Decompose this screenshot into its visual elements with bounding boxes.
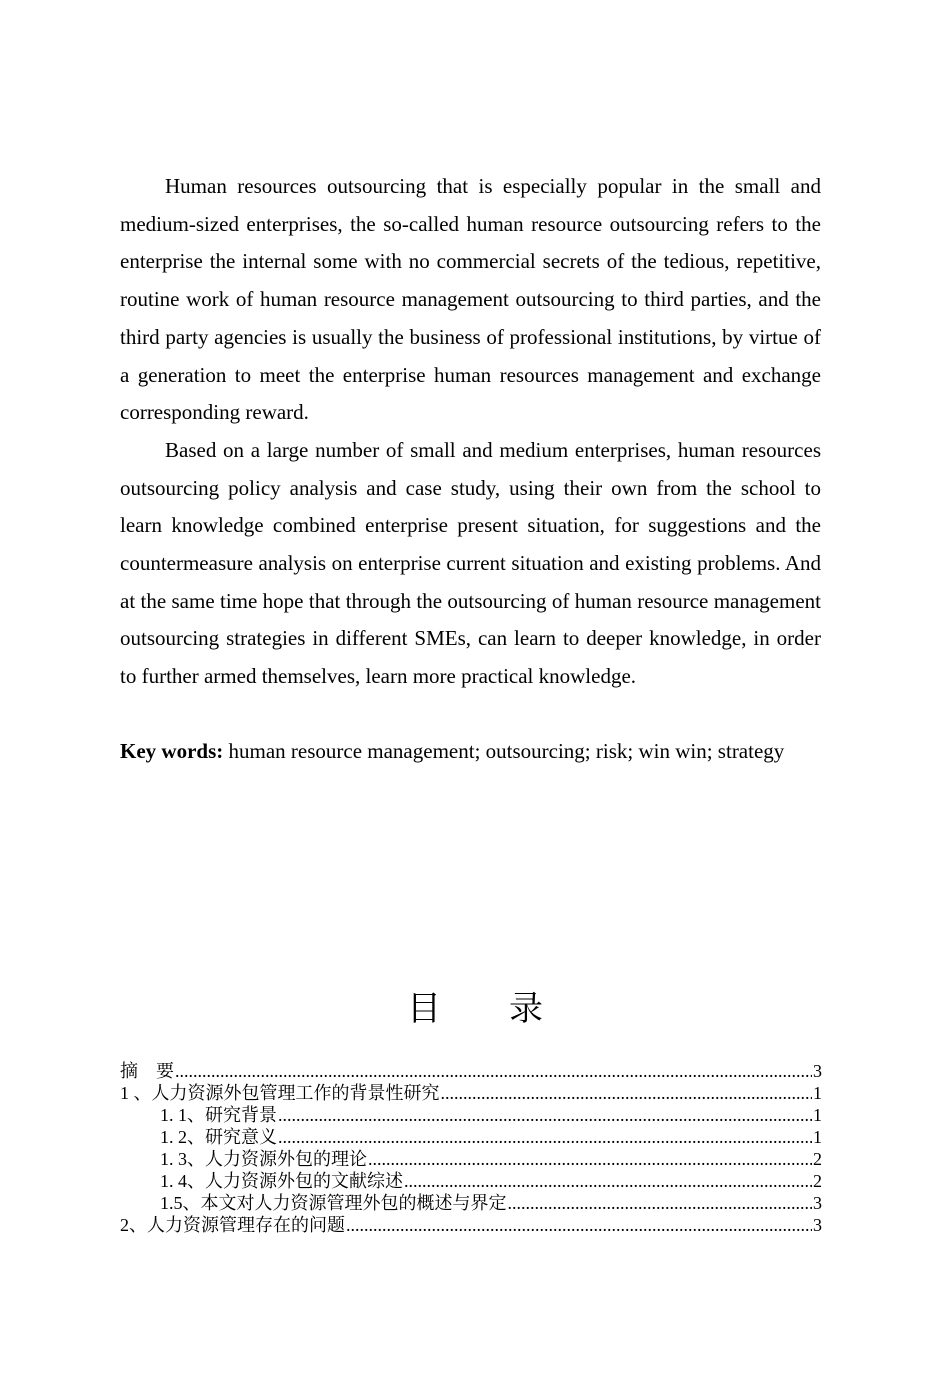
toc-entry-page: 2: [813, 1171, 822, 1191]
toc-entry-page: 2: [813, 1149, 822, 1169]
toc-entry[interactable]: [120, 1060, 822, 1082]
abstract-paragraph-2: Based on a large number of small and medium enterprises, human resources outsourcing policy analysis and case study, using their own from the school to learn knowledge combined enterprise present situation, for suggestions and the countermeasure analysis on enterprise current situation and existing problems. And at the same time hope that through the outsourcing of human resource management outsourcing strategies in different SMEs, can learn to deeper knowledge, in order to further armed themselves, learn more practical knowledge.: [120, 437, 821, 689]
toc-entry-label: 1. 2、研究意义: [160, 1127, 277, 1147]
toc-entry-label: 1. 4、人力资源外包的文献综述: [160, 1171, 403, 1191]
toc-leader-dots: [441, 1082, 813, 1104]
keywords-text: human resource management; outsourcing; risk; win win; strategy: [228, 739, 785, 763]
toc-leader-dots: [508, 1192, 813, 1214]
abstract-paragraph-1: Human resources outsourcing that is especially popular in the small and medium-sized enterprises, the so-called human resource outsourcing refers to the enterprise the internal some with no commercial secrets of the tedious, repetitive, routine work of human resource management outsourcing to third parties, and the third party agencies is usually the business of professional institutions, by virtue of a generation to meet the enterprise human resources management and exchange corresponding reward.: [120, 174, 821, 425]
toc-title-char-2: 录: [509, 991, 543, 1028]
toc-leader-dots: [278, 1104, 812, 1126]
toc-title: [0, 986, 950, 1034]
toc-entry-page: 1: [813, 1083, 822, 1103]
toc-leader-dots: [368, 1148, 812, 1170]
toc-entry[interactable]: [120, 1104, 822, 1126]
toc-entry-label: 摘 要: [120, 1061, 174, 1081]
toc-title-char-1: 目: [407, 991, 441, 1028]
toc-leader-dots: [346, 1214, 812, 1236]
keywords-label: Key words:: [120, 739, 224, 763]
toc-entry-label: 1. 3、人力资源外包的理论: [160, 1149, 367, 1169]
toc-entry[interactable]: [120, 1170, 822, 1192]
toc-leader-dots: [404, 1170, 812, 1192]
toc-entry[interactable]: [120, 1126, 822, 1148]
table-of-contents: [120, 1060, 822, 1236]
toc-entry-label: 2、人力资源管理存在的问题: [120, 1215, 345, 1235]
toc-entry-label: 1.5、本文对人力资源管理外包的概述与界定: [160, 1193, 507, 1213]
toc-entry-page: 3: [813, 1061, 822, 1081]
toc-leader-dots: [278, 1126, 812, 1148]
keywords: [120, 739, 821, 764]
toc-leader-dots: [175, 1060, 812, 1082]
toc-entry[interactable]: [120, 1192, 822, 1214]
toc-entry-label: 1. 1、研究背景: [160, 1105, 277, 1125]
toc-entry[interactable]: [120, 1148, 822, 1170]
toc-entry[interactable]: [120, 1082, 822, 1104]
toc-entry-page: 3: [813, 1193, 822, 1213]
toc-entry-page: 1: [813, 1127, 822, 1147]
toc-entry[interactable]: [120, 1214, 822, 1236]
toc-entry-label: 1 、人力资源外包管理工作的背景性研究: [120, 1083, 440, 1103]
toc-entry-page: 3: [813, 1215, 822, 1235]
toc-entry-page: 1: [813, 1105, 822, 1125]
abstract-section: [120, 168, 821, 696]
